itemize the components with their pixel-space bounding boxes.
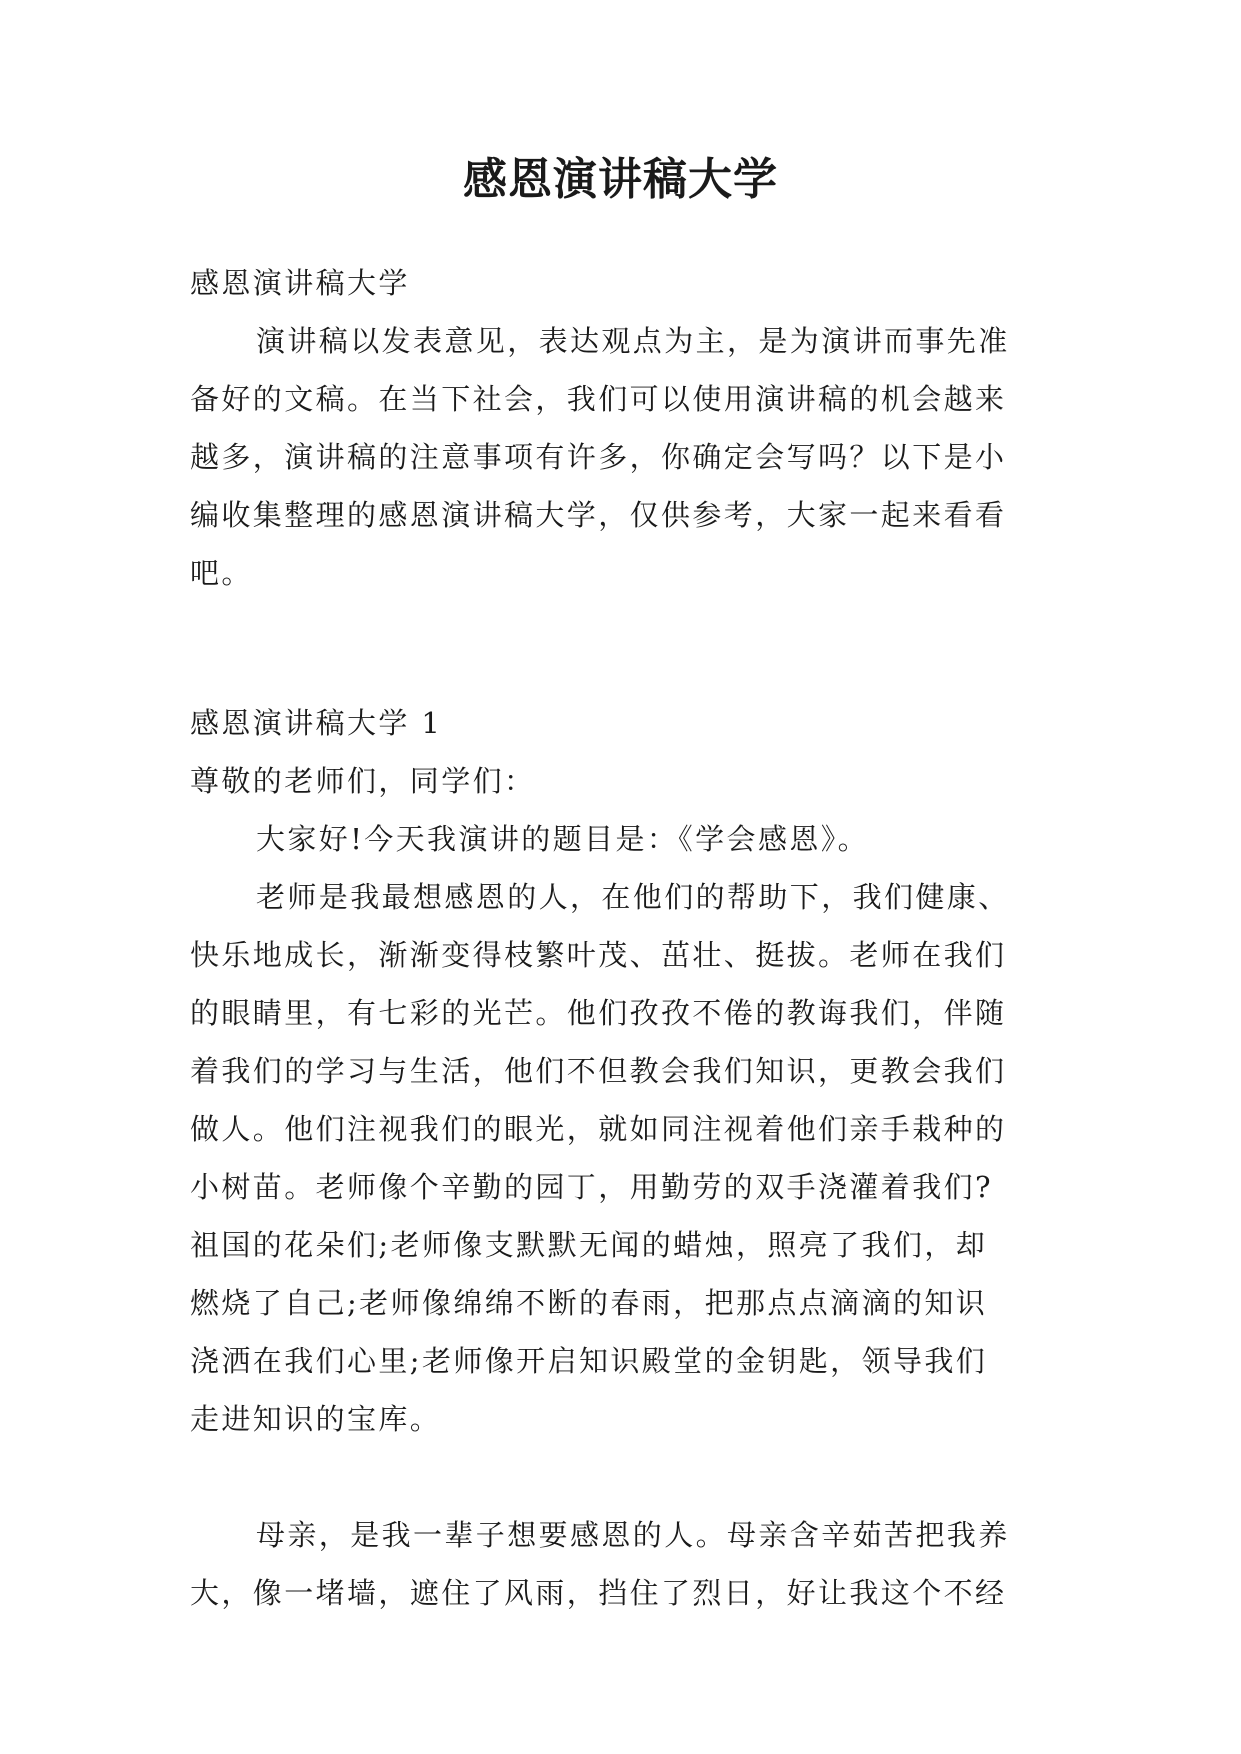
- paragraph-line: 吧。: [190, 556, 253, 590]
- paragraph-line: 燃烧了自己;老师像绵绵不断的春雨，把那点点滴滴的知识: [190, 1286, 988, 1320]
- salutation: 尊敬的老师们，同学们：: [190, 764, 536, 798]
- paragraph-line: 走进知识的宝库。: [190, 1402, 442, 1436]
- paragraph-line: [190, 1448, 1050, 1506]
- heading-repeat: 感恩演讲稿大学: [190, 266, 410, 300]
- paragraph-line: 老师是我最想感恩的人，在他们的帮助下，我们健康、: [256, 880, 1010, 914]
- greeting: 大家好!今天我演讲的题目是：《学会感恩》。: [256, 822, 870, 856]
- paragraph-line: 母亲，是我一辈子想要感恩的人。母亲含辛茹苦把我养: [256, 1518, 1010, 1552]
- intro-block: [190, 254, 1050, 602]
- paragraph-line: 大，像一堵墙，遮住了风雨，挡住了烈日，好让我这个不经: [190, 1576, 1007, 1610]
- paragraph-line: 快乐地成长，渐渐变得枝繁叶茂、茁壮、挺拔。老师在我们: [190, 938, 1007, 972]
- paragraph-line: 演讲稿以发表意见，表达观点为主，是为演讲而事先准: [256, 324, 1010, 358]
- paragraph-line: 越多，演讲稿的注意事项有许多，你确定会写吗？以下是小: [190, 440, 1007, 474]
- paragraph-line: 祖国的花朵们;老师像支默默无闻的蜡烛，照亮了我们，却: [190, 1228, 988, 1262]
- paragraph-line: 浇洒在我们心里;老师像开启知识殿堂的金钥匙，领导我们: [190, 1344, 988, 1378]
- paragraph-line: 的眼睛里，有七彩的光芒。他们孜孜不倦的教诲我们，伴随: [190, 996, 1007, 1030]
- paragraph-line: 着我们的学习与生活，他们不但教会我们知识，更教会我们: [190, 1054, 1007, 1088]
- section-title: 感恩演讲稿大学 1: [190, 706, 443, 740]
- paragraph-line: 编收集整理的感恩演讲稿大学，仅供参考，大家一起来看看: [190, 498, 1007, 532]
- paragraph-line: 备好的文稿。在当下社会，我们可以使用演讲稿的机会越来: [190, 382, 1007, 416]
- paragraph-line: 做人。他们注视我们的眼光，就如同注视着他们亲手栽种的: [190, 1112, 1007, 1146]
- paragraph-line: 小树苗。老师像个辛勤的园丁，用勤劳的双手浇灌着我们?: [190, 1170, 993, 1204]
- section-1-block: [190, 694, 1050, 1622]
- document-title: 感恩演讲稿大学: [463, 154, 778, 205]
